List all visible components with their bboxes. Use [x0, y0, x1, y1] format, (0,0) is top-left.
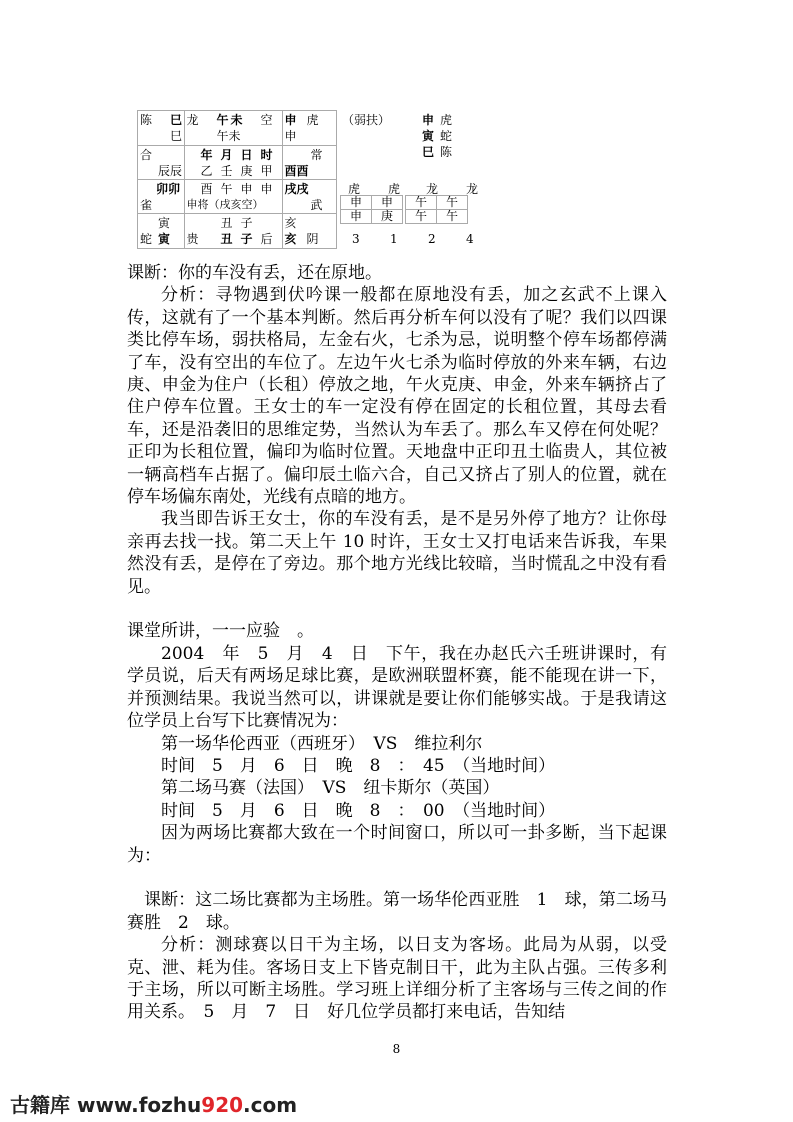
pan-r4-c3a: 亥 [284, 216, 297, 230]
pan-r4-c2b: 子 [240, 216, 253, 230]
tiandi-pan-grid [137, 110, 337, 249]
pan-r4-c1b: 蛇 [140, 232, 153, 246]
pan-r1-c2c: 未 [230, 113, 243, 127]
watermark-url-c: .com [243, 1093, 298, 1117]
pan-r1-c3a: 申 [284, 113, 297, 127]
analysis-2-paragraph: 分析：测球赛以日干为主场，以日支为客场。此局为从弱，以受克、泄、耗为佳。客场日支上下皆克制日干，此为主队占强。三传多利于主场，所以可断主场胜。学习班上详细分析了主客场与三传之间的作用关系。 5 月 7 日 好几位学员都打来电话，告知结 [127, 935, 667, 1023]
verdict-2-paragraph: 课断：这二场比赛都为主场胜。第一场华伦西亚胜 1 球，第二场马赛胜 2 球。 [127, 890, 667, 933]
pan-r3-c1a: 卯卯 [156, 182, 181, 196]
verdict-paragraph: 课断：你的车没有丢，还在原地。 [127, 263, 382, 283]
pan-r2-c2f: 壬 [220, 164, 233, 178]
sanchuan-2-god: 蛇 [440, 129, 453, 143]
pan-r2-c1b: 辰辰 [158, 164, 183, 178]
pan-r2-c1a: 合 [140, 148, 153, 162]
pan-r1-c3c: 申 [284, 129, 297, 143]
pan-r4-c3b: 亥 [284, 232, 297, 246]
sike-top-1: 申 [341, 196, 372, 210]
watermark-url-b: 920 [201, 1093, 244, 1117]
sike-bottom-2: 庚 [372, 210, 403, 224]
match-1-line: 第一场华伦西亚（西班牙） VS 维拉利尔 [161, 733, 483, 754]
pan-r3-c3a: 戌戌 [284, 182, 309, 196]
pan-r4-c3c: 阴 [306, 232, 319, 246]
pan-r4-c2a: 丑 [220, 216, 233, 230]
sike-num-4: 4 [466, 232, 474, 246]
article-body [127, 262, 667, 1024]
pan-r2-c2g: 庚 [240, 164, 253, 178]
pan-r2-year: 年 [200, 148, 213, 162]
pan-r2-c2h: 甲 [260, 164, 273, 178]
pan-r3-c2c: 申 [240, 182, 253, 196]
sike-top-3: 午 [406, 196, 437, 210]
pan-r2-day: 日 [240, 148, 253, 162]
ruofu-label: （弱扶） [342, 113, 391, 127]
analysis-paragraph: 分析：寻物遇到伏吟课一般都在原地没有丢，加之玄武不上课入传，这就有了一个基本判断。然后再分析车何以没有了呢？我们以四课类比停车场，弱扶格局，左金右火，七杀为忌，说明整个停车场都停满了车，没有空出的车位了。左边午火七杀为临时停放的外来车辆，右边庚、申金为住户（长租）停放之地，午火克庚、申金，外来车辆挤占了住户停车位置。王女士的车一定没有停在固定的长租位置，其母去看车，还是沿袭旧的思维定势，当然认为车丢了。那么车又停在何处呢？正印为长租位置，偏印为临时位置。天地盘中正印丑土临贵人，其位被一辆高档车占据了。偏印辰土临六合，自己又挤占了别人的位置，就在停车场偏东南处，光线有点暗的地方。 [127, 285, 667, 508]
pan-r1-c2b: 午 [216, 113, 229, 127]
sanchuan-3: 巳 [422, 145, 435, 159]
pan-r1-c2a: 龙 [186, 113, 199, 127]
pan-r4-c1a: 寅 [158, 216, 171, 230]
sike-num-3: 2 [428, 232, 436, 246]
pan-r1-c2d: 空 [260, 113, 273, 127]
sanchuan-1-god: 虎 [440, 113, 453, 127]
sike-god-1: 虎 [348, 182, 361, 196]
sanchuan-3-god: 陈 [440, 145, 453, 159]
pan-r2-c3a: 常 [310, 148, 323, 162]
pan-r4-c1c: 寅 [158, 232, 171, 246]
pan-r1-c3b: 虎 [306, 113, 319, 127]
pan-r3-jiang: 申将（戌亥空） [186, 198, 264, 211]
pan-r1-c1c: 巳 [170, 129, 183, 143]
sike-num-1: 3 [352, 232, 360, 246]
sike-god-4: 龙 [466, 182, 479, 196]
pan-r4-c2e: 子 [240, 232, 253, 246]
match-1-time: 时间 5 月 6 日 晚 8 ： 45 （当地时间） [161, 755, 556, 776]
sike-bottom-1: 申 [341, 210, 372, 224]
pan-r2-hour: 时 [260, 148, 273, 162]
sike-bottom-3: 午 [406, 210, 437, 224]
pan-r3-c2d: 申 [260, 182, 273, 196]
pan-r2-c3b: 酉酉 [284, 164, 309, 178]
pan-r3-c1b: 雀 [140, 198, 153, 212]
pan-r3-c3b: 武 [310, 198, 323, 212]
watermark-logo [10, 1089, 297, 1118]
sike-god-3: 龙 [426, 182, 439, 196]
pan-r3-c2a: 酉 [200, 182, 213, 196]
watermark-cn: 古籍库 [10, 1093, 70, 1117]
sike-bottom-4: 午 [437, 210, 468, 224]
page-number: 8 [392, 1042, 401, 1056]
intro-paragraph: 2004 年 5 月 4 日 下午，我在办赵氏六壬班讲课时，有学员说，后天有两场足球比赛，是欧洲联盟杯赛，能不能现在讲一下，并预测结果。我说当然可以，讲课就是要让你们能够实战。于是我请这位学员上台写下比赛情况为： [127, 643, 667, 732]
pan-r3-c2b: 午 [220, 182, 233, 196]
pan-r2-c2e: 乙 [200, 164, 213, 178]
sike-top-2: 申 [372, 196, 403, 210]
sike-god-2: 虎 [388, 182, 401, 196]
section-heading: 课堂所讲，一一应验 。 [127, 621, 314, 642]
sike-block [340, 180, 480, 246]
pan-r4-c2d: 丑 [220, 232, 233, 246]
watermark-url-a: www.fozhu [76, 1093, 202, 1117]
sanchuan-1: 申 [422, 113, 435, 127]
pan-r1-c1a: 陈 [140, 113, 153, 127]
match-2-time: 时间 5 月 6 日 晚 8 ： 00 （当地时间） [161, 800, 556, 821]
result-paragraph: 我当即告诉王女士，你的车没有丢，是不是另外停了地方？让你母亲再去找一找。第二天上午 10 时许，王女士又打电话来告诉我，车果然没有丢，是停在了旁边。那个地方光线比较暗，当时慌乱之中没有看见。 [127, 509, 667, 597]
sike-top-4: 午 [437, 196, 468, 210]
pan-r2-month: 月 [220, 148, 233, 162]
sanchuan-2: 寅 [422, 129, 435, 143]
sike-table [340, 195, 468, 224]
match-2-line: 第二场马赛（法国） VS 纽卡斯尔（英国） [161, 778, 500, 799]
qike-paragraph: 因为两场比赛都大致在一个时间窗口，所以可一卦多断，当下起课为： [127, 823, 667, 866]
pan-r1-c1b: 巳 [170, 113, 183, 127]
sike-num-2: 1 [390, 232, 398, 246]
pan-r1-c2e: 午未 [216, 129, 241, 143]
pan-r4-c2f: 后 [260, 232, 273, 246]
pan-r4-c2c: 贵 [186, 232, 199, 246]
